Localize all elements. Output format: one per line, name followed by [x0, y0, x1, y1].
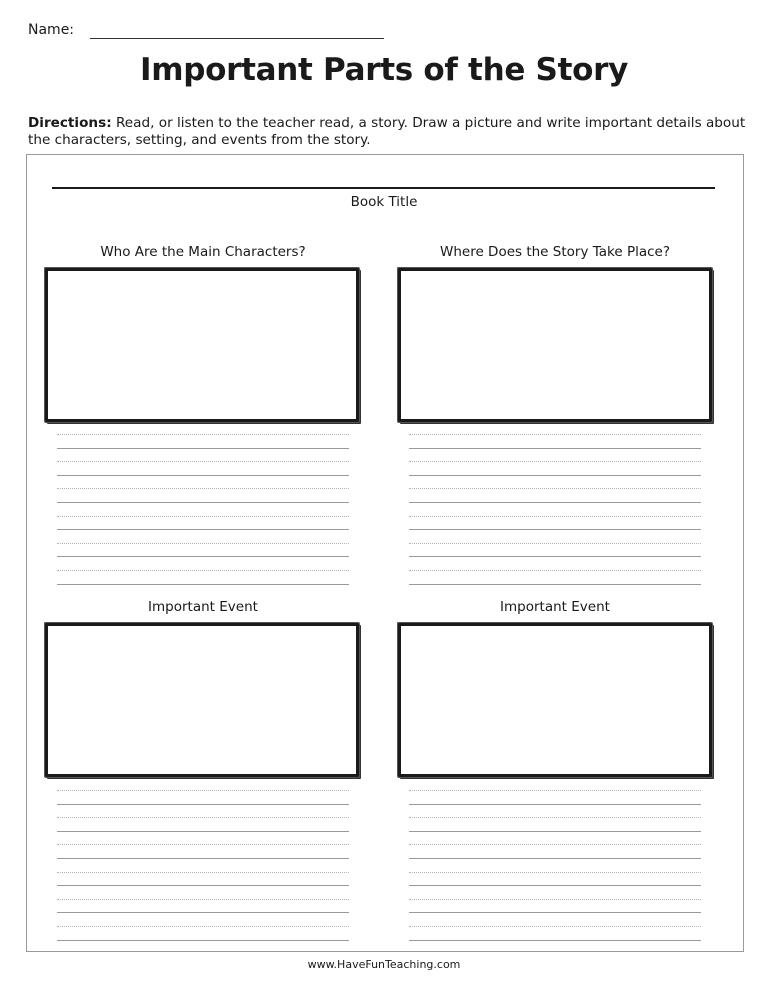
writing-line: [409, 516, 701, 517]
writing-line: [57, 885, 349, 886]
writing-line: [57, 434, 349, 435]
writing-line: [57, 543, 349, 544]
drawing-box-event-1[interactable]: [45, 623, 359, 777]
writing-line: [409, 488, 701, 489]
writing-line: [57, 817, 349, 818]
writing-line: [409, 899, 701, 900]
directions-label: Directions:: [28, 115, 112, 131]
panel-heading-setting: Where Does the Story Take Place?: [439, 244, 671, 260]
writing-line: [57, 899, 349, 900]
writing-line: [409, 872, 701, 873]
writing-line: [57, 858, 349, 859]
writing-line: [409, 804, 701, 805]
page-title: Important Parts of the Story: [139, 52, 628, 88]
writing-line: [57, 556, 349, 557]
writing-line: [57, 488, 349, 489]
writing-line: [57, 804, 349, 805]
directions: [28, 115, 748, 149]
drawing-box-characters[interactable]: [45, 268, 359, 422]
writing-line: [57, 831, 349, 832]
writing-line: [409, 556, 701, 557]
writing-line: [57, 872, 349, 873]
writing-line: [57, 940, 349, 941]
writing-line: [409, 844, 701, 845]
writing-line: [409, 817, 701, 818]
name-label: Name:: [28, 22, 75, 38]
name-write-line[interactable]: [90, 38, 384, 39]
writing-line: [409, 461, 701, 462]
writing-line: [409, 940, 701, 941]
writing-line: [409, 529, 701, 530]
writing-line: [409, 858, 701, 859]
drawing-box-event-2[interactable]: [398, 623, 712, 777]
writing-line: [57, 502, 349, 503]
panel-heading-event-2: Important Event: [500, 599, 610, 615]
writing-line: [57, 448, 349, 449]
book-title-label: Book Title: [350, 194, 418, 210]
writing-line: [57, 844, 349, 845]
writing-line: [409, 543, 701, 544]
writing-line: [57, 529, 349, 530]
writing-line: [409, 885, 701, 886]
writing-line: [409, 926, 701, 927]
writing-line: [57, 584, 349, 585]
writing-line: [57, 461, 349, 462]
book-title-line[interactable]: [52, 187, 715, 189]
writing-line: [57, 516, 349, 517]
writing-line: [57, 790, 349, 791]
panel-heading-characters: Who Are the Main Characters?: [100, 244, 306, 260]
writing-line: [409, 448, 701, 449]
directions-text: Read, or listen to the teacher read, a story. Draw a picture and write important details about the characters, setting, and events from the story.: [28, 115, 746, 148]
writing-line: [409, 475, 701, 476]
writing-line: [409, 434, 701, 435]
writing-line: [409, 584, 701, 585]
writing-line: [409, 790, 701, 791]
footer-url: www.HaveFunTeaching.com: [307, 958, 461, 971]
writing-line: [57, 570, 349, 571]
writing-line: [409, 570, 701, 571]
writing-line: [409, 831, 701, 832]
writing-line: [57, 926, 349, 927]
drawing-box-setting[interactable]: [398, 268, 712, 422]
writing-line: [57, 475, 349, 476]
writing-line: [409, 912, 701, 913]
writing-line: [57, 912, 349, 913]
panel-heading-event-1: Important Event: [148, 599, 258, 615]
writing-line: [409, 502, 701, 503]
